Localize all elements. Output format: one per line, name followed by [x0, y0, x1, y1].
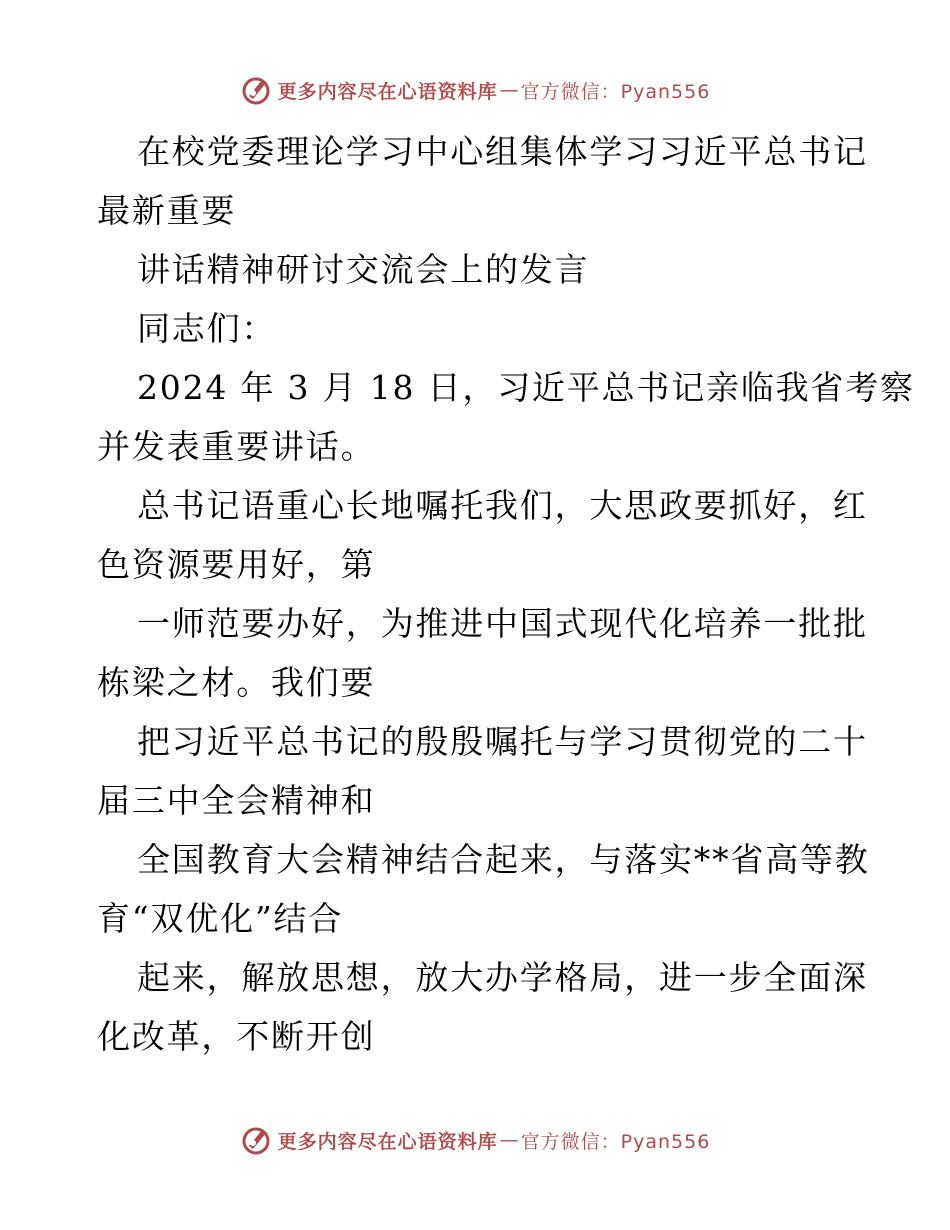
text-line: 全国教育大会精神结合起来，与落实**省高等教	[137, 840, 870, 879]
footer-watermark	[0, 1124, 950, 1156]
text-line: 在校党委理论学习中心组集体学习习近平总书记	[137, 132, 868, 171]
text-line: 把习近平总书记的殷殷嘱托与学习贯彻党的二十	[137, 722, 868, 761]
pen-swirl-icon	[240, 1124, 272, 1156]
watermark-brand: 更多内容尽在心语资料库	[277, 80, 498, 103]
text-line: 讲话精神研讨交流会上的发言	[137, 250, 590, 289]
text-line: 起来，解放思想，放大办学格局，进一步全面深	[137, 958, 868, 997]
watermark-separator: —	[499, 79, 519, 101]
text-line: 育“双优化”结合	[97, 899, 344, 938]
text-line: 2024 年 3 月 18 日，习近平总书记亲临我省考察	[137, 368, 915, 407]
text-line: 总书记语重心长地嘱托我们，大思政要抓好，红	[137, 486, 868, 525]
watermark-contact: 官方微信：Pyan556	[520, 80, 711, 103]
document-body	[97, 122, 915, 1066]
text-line: 届三中全会精神和	[97, 781, 376, 820]
watermark-contact: 官方微信：Pyan556	[520, 1130, 711, 1153]
text-line: 化改革，不断开创	[97, 1017, 376, 1056]
text-line: 最新重要	[97, 191, 237, 230]
watermark-separator: —	[499, 1129, 519, 1151]
text-line: 一师范要办好，为推进中国式现代化培养一批批	[137, 604, 868, 643]
text-line: 并发表重要讲话。	[97, 427, 376, 466]
text-line: 栋梁之材。我们要	[97, 663, 376, 702]
header-watermark	[0, 74, 950, 106]
text-line: 色资源要用好，第	[97, 545, 376, 584]
watermark-brand: 更多内容尽在心语资料库	[277, 1130, 498, 1153]
text-line: 同志们：	[137, 309, 277, 348]
pen-swirl-icon	[240, 74, 272, 106]
